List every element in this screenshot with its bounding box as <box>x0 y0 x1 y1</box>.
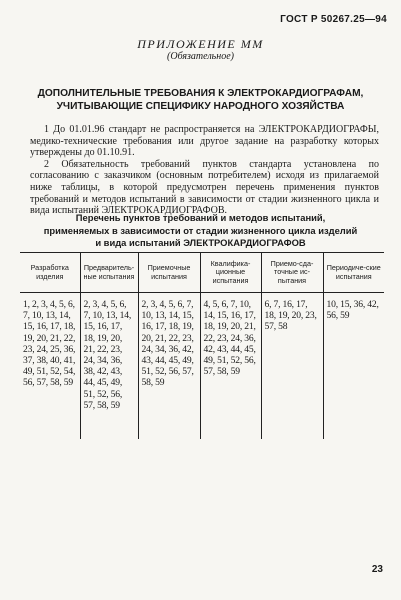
table-cell-development: 1, 2, 3, 4, 5, 6, 7, 10, 13, 14, 15, 16, 17, 18, 19, 20, 21, 22, 23, 24, 25, 36, 37, 38, 40, 41, 49, 51, 52, 54, 56, 57, 58, 59 <box>23 299 76 389</box>
paragraph-1: 1 До 01.01.96 стандарт не распространяется на ЭЛЕКТРОКАРДИОГРАФЫ, медико-технические требования или другое задание на разработку которых утверждены до 01.10.91. <box>30 124 379 159</box>
table-heading-line: применяемых в зависимости от стадии жизненного цикла изделий <box>43 224 358 236</box>
paragraph-2: 2 Обязательность требований пунктов стандарта установлена по согласованию с заказчиком (основным потребителем) исходя из прилагаемой ниже таблицы, в которой предусмотрен перечень применения пунктов требований и методов испытаний в зависимости от стадии жизненного цикла и вида испытаний ЭЛЕКТРОКАРДИОГРАФОВ. <box>30 158 379 217</box>
table-heading <box>20 212 381 250</box>
column-header-development: Разработка изделия <box>20 253 80 293</box>
table-cell-preliminary-tests: 2, 3, 4, 5, 6, 7, 10, 13, 14, 15, 16, 17, 18, 19, 20, 21, 22, 23, 24, 34, 36, 38, 42, 43, 44, 45, 49, 51, 52, 56, 57, 58, 59 <box>80 293 138 440</box>
column-header-qualification-tests: Квалифика-ционные испытания <box>200 253 261 293</box>
main-heading-line: ДОПОЛНИТЕЛЬНЫЕ ТРЕБОВАНИЯ К ЭЛЕКТРОКАРДИОГРАФАМ, <box>37 88 364 99</box>
appendix-status: (Обязательное) <box>167 51 234 62</box>
table-cell-periodic-tests: 10, 15, 36, 42, 56, 59 <box>323 293 384 440</box>
table-cell-delivery-tests: 6, 7, 16, 17, 18, 19, 20, 23, 57, 58 <box>261 293 323 440</box>
table-cell-qualification-tests: 4, 5, 6, 7, 10, 14, 15, 16, 17, 18, 19, 20, 21, 22, 23, 24, 36, 42, 43, 44, 45, 49, 51, 52, 56, 57, 58, 59 <box>200 293 261 440</box>
table-header-row <box>20 253 384 293</box>
column-header-preliminary-tests: Предваритель-ные испытания <box>80 253 138 293</box>
table-heading-line: Перечень пунктов требований и методов испытаний, <box>75 212 326 223</box>
body-text <box>30 124 379 217</box>
table-cell-acceptance-tests: 2, 3, 4, 5, 6, 7, 10, 13, 14, 15, 16, 17, 18, 19, 20, 21, 22, 23, 24, 34, 36, 42, 43, 44, 45, 49, 51, 52, 56, 57, 58, 59 <box>138 293 200 440</box>
requirements-table <box>20 252 384 439</box>
standard-code: ГОСТ Р 50267.25—94 <box>280 14 387 25</box>
table-row <box>20 293 384 440</box>
main-heading <box>20 87 381 113</box>
column-header-delivery-tests: Приемо-сда-точные ис-пытания <box>261 253 323 293</box>
table-heading-line: и вида испытаний ЭЛЕКТРОКАРДИОГРАФОВ <box>95 237 306 249</box>
column-header-periodic-tests: Периодиче-ские испытания <box>323 253 384 293</box>
appendix-title: ПРИЛОЖЕНИЕ ММ <box>137 37 264 51</box>
column-header-acceptance-tests: Приемочные испытания <box>138 253 200 293</box>
page-number: 23 <box>371 564 383 575</box>
main-heading-line: УЧИТЫВАЮЩИЕ СПЕЦИФИКУ НАРОДНОГО ХОЗЯЙСТВА <box>56 101 345 112</box>
